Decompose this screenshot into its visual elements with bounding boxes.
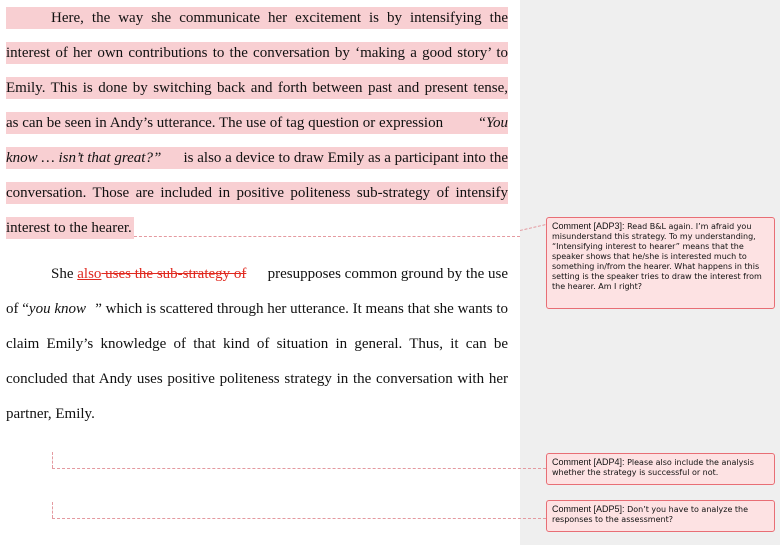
paragraph-line[interactable] xyxy=(6,333,508,355)
paragraph-line[interactable] xyxy=(6,112,508,134)
comment-tag: Comment [ADP5]: xyxy=(552,504,625,514)
paragraph-text: interest of her own contributions to the conversation by ‘making a good story’ to xyxy=(6,45,508,61)
paragraph-line[interactable] xyxy=(6,403,508,425)
paragraph-text: Emily. This is done by switching back and forth between past and present tense, xyxy=(6,80,508,96)
paragraph-text: Here, the way she communicate her excitement is by intensifying the xyxy=(51,10,508,26)
paragraph-line[interactable] xyxy=(6,42,508,64)
paragraph-text: claim Emily’s knowledge of that kind of situation in general. Thus, it can be xyxy=(6,336,508,352)
paragraph-text: ” which is scattered through her utterance. It means that she wants to xyxy=(95,301,508,317)
paragraph-text: partner, Emily. xyxy=(6,406,95,422)
paragraph-text: presupposes common ground by the use xyxy=(267,266,508,282)
comment-tag: Comment [ADP3]: xyxy=(552,221,625,231)
comment-anchor xyxy=(52,452,53,468)
paragraph-text: as can be seen in Andy’s utterance. The use of tag question or expression xyxy=(6,115,444,131)
comment-connector xyxy=(52,468,546,469)
paragraph-text: is also a device to draw Emily as a participant into the xyxy=(183,150,508,166)
paragraph-text: concluded that Andy uses positive politeness strategy in the conversation with her xyxy=(6,371,508,387)
quoted-expression: know … isn’t that great?” xyxy=(6,150,162,166)
paragraph-line[interactable] xyxy=(51,7,508,29)
comment-connector xyxy=(52,518,546,519)
quoted-expression: “You xyxy=(477,115,508,131)
paragraph-text: conversation. Those are included in positive politeness sub-strategy of intensify xyxy=(6,185,508,201)
comment-text: Don’t you have to analyze the responses to the assessment? xyxy=(552,505,749,524)
comment-connector xyxy=(134,236,520,237)
comment-balloon-adp5[interactable] xyxy=(546,500,775,532)
paragraph-line[interactable] xyxy=(6,147,508,169)
paragraph-line[interactable] xyxy=(6,368,508,390)
paragraph-text: interest to the hearer. xyxy=(6,220,132,236)
tracked-deletion[interactable]: uses the sub-strategy of xyxy=(101,266,247,282)
paragraph-text: She xyxy=(51,266,78,282)
quoted-expression: you know xyxy=(28,301,86,317)
comment-tag: Comment [ADP4]: xyxy=(552,457,625,467)
comment-text: Please also include the analysis whether the strategy is successful or not. xyxy=(552,458,754,477)
comment-balloon-adp3[interactable] xyxy=(546,217,775,309)
paragraph-line[interactable] xyxy=(6,298,508,320)
tracked-insertion[interactable]: also xyxy=(77,266,102,282)
paragraph-line[interactable] xyxy=(51,263,508,285)
comment-anchor xyxy=(52,502,53,518)
comment-balloon-adp4[interactable] xyxy=(546,453,775,485)
paragraph-line[interactable] xyxy=(6,77,508,99)
paragraph-line[interactable] xyxy=(6,182,508,204)
comment-text: Read B&L again. I’m afraid you misunderstand this strategy. To my understanding, “Intensifying interest to hearer” means that the speaker shows that he/she is interested much to something in/from the hearer. What happens in this setting is the speaker tries to draw the interest from the hearer. Am I right? xyxy=(552,222,762,291)
paragraph-text: of “ xyxy=(6,301,29,317)
